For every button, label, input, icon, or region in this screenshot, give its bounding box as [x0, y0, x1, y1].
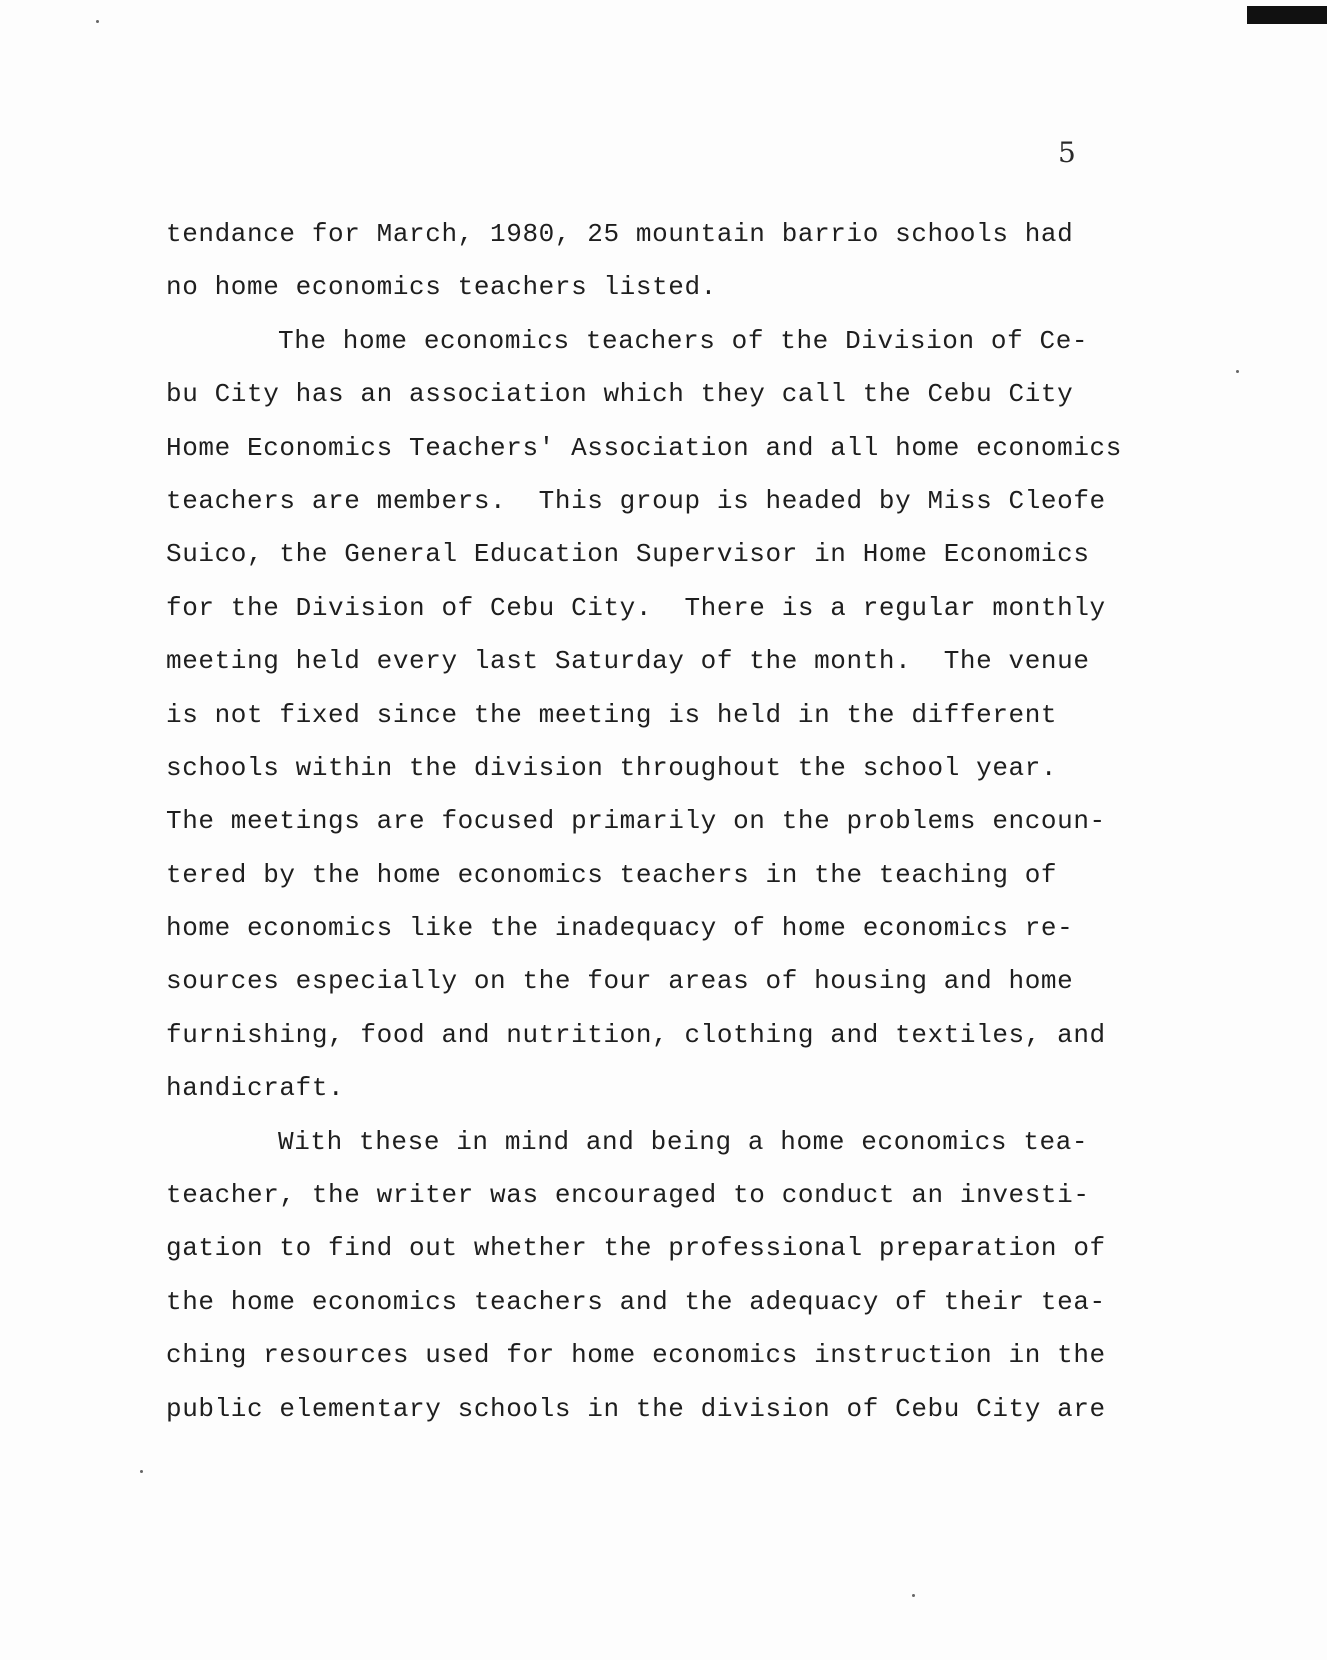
text-line: home economics like the inadequacy of home economics re- [166, 913, 1074, 944]
text-line: The meetings are focused primarily on the problems encoun- [166, 806, 1106, 837]
text-line: tendance for March, 1980, 25 mountain barrio schools had [166, 219, 1074, 249]
text-line: public elementary schools in the division of Cebu City are [166, 1393, 1106, 1424]
text-line: bu City has an association which they call the Cebu City [166, 379, 1074, 410]
text-line: Suico, the General Education Supervisor in Home Economics [166, 539, 1090, 570]
text-line: teachers are members. This group is headed by Miss Cleofe [166, 485, 1106, 516]
text-line: handicraft. [166, 1073, 345, 1104]
text-line: ching resources used for home economics instruction in the [166, 1340, 1106, 1371]
scan-marker [1247, 6, 1327, 24]
text-line: furnishing, food and nutrition, clothing and textiles, and [166, 1019, 1106, 1050]
scan-speck [96, 20, 99, 23]
page-number: 5 [1058, 136, 1076, 169]
text-line: is not fixed since the meeting is held in the different [166, 699, 1058, 730]
text-line: meeting held every last Saturday of the month. The venue [166, 646, 1090, 677]
text-line: teacher, the writer was encouraged to conduct an investi- [166, 1180, 1090, 1211]
text-line: sources especially on the four areas of housing and home [166, 966, 1074, 997]
text-line: schools within the division throughout the school year. [166, 752, 1058, 783]
scan-speck [140, 1470, 143, 1473]
text-line: the home economics teachers and the adequacy of their tea- [166, 1286, 1106, 1317]
text-line: no home economics teachers listed. [166, 272, 717, 303]
paragraph-start-line: With these in mind and being a home economics tea- [278, 1126, 1089, 1157]
text-line: Home Economics Teachers' Association and all home economics [166, 432, 1122, 463]
scan-speck [1236, 370, 1239, 373]
paragraph-start-line: The home economics teachers of the Division of Ce- [278, 325, 1089, 356]
text-line: for the Division of Cebu City. There is a regular monthly [166, 592, 1106, 623]
text-line: tered by the home economics teachers in the teaching of [166, 859, 1058, 890]
scan-speck [912, 1594, 915, 1597]
body-text [166, 208, 1126, 1436]
text-line: gation to find out whether the professional preparation of [166, 1233, 1106, 1264]
